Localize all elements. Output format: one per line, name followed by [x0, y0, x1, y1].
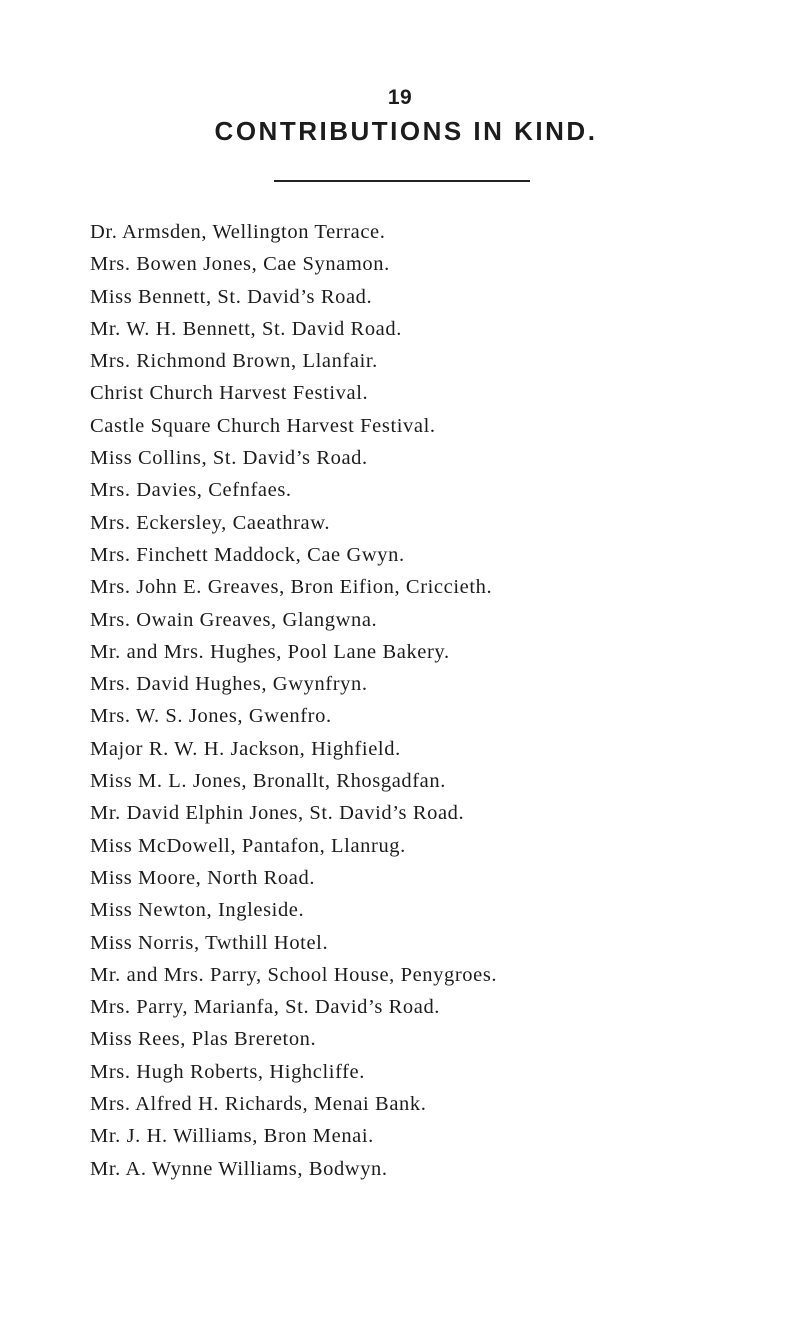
list-item: Mrs. W. S. Jones, Gwenfro. — [90, 705, 332, 728]
list-item: Mr. J. H. Williams, Bron Menai. — [90, 1125, 374, 1148]
list-item: Mrs. Owain Greaves, Glangwna. — [90, 608, 378, 631]
list-item: Mrs. Alfred H. Richards, Menai Bank. — [90, 1093, 427, 1116]
list-item: Mrs. David Hughes, Gwynfryn. — [90, 673, 368, 696]
list-item: Miss Moore, North Road. — [90, 866, 316, 889]
list-item: Major R. W. H. Jackson, Highfield. — [90, 737, 401, 760]
list-item: Mrs. Parry, Marianfa, St. David’s Road. — [90, 996, 441, 1019]
list-item: Mrs. Hugh Roberts, Highcliffe. — [90, 1060, 365, 1083]
list-item: Mrs. John E. Greaves, Bron Eifion, Criccieth. — [90, 576, 493, 599]
list-item: Mr. and Mrs. Hughes, Pool Lane Bakery. — [90, 640, 450, 663]
heading-rule — [274, 180, 530, 182]
contributor-list — [90, 220, 780, 1189]
list-item: Mr. W. H. Bennett, St. David Road. — [90, 317, 402, 340]
list-item: Miss McDowell, Pantafon, Llanrug. — [90, 834, 406, 857]
list-item: Miss Rees, Plas Brereton. — [90, 1028, 317, 1051]
list-item: Mrs. Finchett Maddock, Cae Gwyn. — [90, 543, 405, 566]
list-item: Miss Newton, Ingleside. — [90, 899, 305, 922]
list-item: Mrs. Eckersley, Caeathraw. — [90, 511, 331, 534]
list-item: Mrs. Richmond Brown, Llanfair. — [90, 350, 378, 373]
list-item: Dr. Armsden, Wellington Terrace. — [90, 221, 386, 243]
list-item: Mr. A. Wynne Williams, Bodwyn. — [90, 1157, 388, 1180]
page-number: 19 — [387, 86, 413, 109]
list-item: Christ Church Harvest Festival. — [90, 382, 369, 405]
list-item: Mr. David Elphin Jones, St. David’s Road. — [90, 802, 465, 825]
list-item: Miss Collins, St. David’s Road. — [90, 447, 368, 470]
list-item: Mr. and Mrs. Parry, School House, Penygroes. — [90, 963, 498, 986]
list-item: Miss M. L. Jones, Bronallt, Rhosgadfan. — [90, 770, 446, 793]
list-item: Mrs. Bowen Jones, Cae Synamon. — [90, 253, 390, 276]
list-item: Miss Norris, Twthill Hotel. — [90, 931, 329, 954]
list-item: Castle Square Church Harvest Festival. — [90, 414, 436, 437]
list-item: Mrs. Davies, Cefnfaes. — [90, 479, 292, 502]
list-item: Miss Bennett, St. David’s Road. — [90, 285, 373, 308]
page-title: CONTRIBUTIONS IN KIND. — [214, 116, 598, 146]
